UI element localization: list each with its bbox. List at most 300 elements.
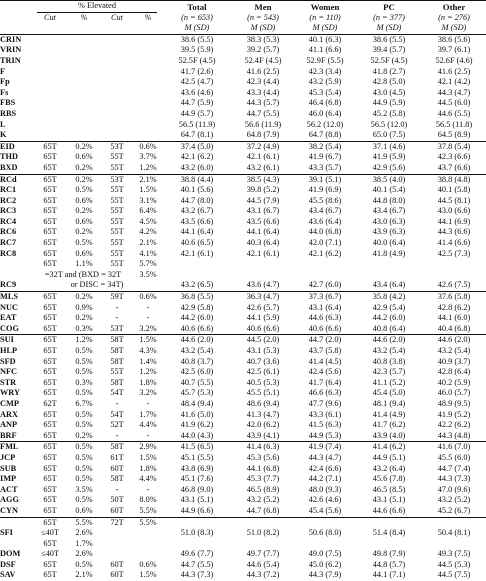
other-cell: 46.0 (5.7) (437, 388, 471, 398)
men-cell: 42.0 (6.2) (246, 420, 280, 430)
cut-2-cell: 55T (110, 162, 124, 172)
total-cell: 42.5 (4.7) (180, 77, 214, 87)
pct-1-cell: 0.6% (75, 505, 93, 515)
cut-1-cell: 65T (43, 409, 57, 419)
scale-label: RBS (0, 108, 17, 118)
cut-1-cell (32, 120, 68, 131)
pc-cell: 38.6 (5.5) (356, 34, 422, 45)
pct-1-cell: 0.2% (68, 141, 100, 152)
cut-1-cell: 65T (43, 227, 57, 237)
pct-1-cell (68, 130, 100, 141)
total-cell: 40.7 (5.5) (180, 377, 214, 387)
pct-2-cell: 4.3% (139, 346, 157, 355)
women-cell: 43.4 (6.7) (308, 206, 342, 216)
table-body (0, 34, 486, 581)
pct-2-cell: 1.8% (139, 463, 157, 473)
total-cell: 41.5 (6.5) (162, 442, 232, 453)
pct-1-cell: 0.5% (75, 346, 93, 355)
pct-2-cell: - (146, 398, 150, 408)
cut-1-cell: 65T (43, 388, 57, 398)
cut-1-cell: 65T (43, 346, 57, 355)
pc-cell: 43.2 (5.4) (372, 346, 406, 355)
pct-1-cell: 0.5% (75, 367, 93, 377)
total-cell: 44.2 (6.0) (180, 313, 214, 323)
pct-1-cell: 2.1% (75, 570, 93, 580)
pc-cell: 41.7 (6.2) (372, 420, 406, 430)
men-cell: 44.5 (2.0) (232, 335, 294, 346)
other-cell: 41.4 (6.6) (437, 238, 471, 248)
men-cell: 44.3 (7.2) (246, 570, 280, 580)
pct-1-cell (68, 109, 100, 120)
women-cell: 40.6 (6.6) (308, 323, 342, 333)
pc-cell: 44.9 (5.1) (372, 452, 406, 462)
table-row (0, 56, 486, 67)
total-cell: 41.9 (6.2) (180, 420, 214, 430)
cut-2-cell: 53T (100, 174, 134, 185)
other-cell: 40.9 (3.7) (437, 356, 471, 366)
other-cell: 43.0 (6.6) (437, 206, 471, 216)
pct-2-cell: 0.6% (139, 559, 157, 569)
pc-cell: 43.1 (5.1) (372, 495, 406, 505)
men-cell: 40.5 (5.3) (246, 377, 280, 387)
table-row (0, 570, 486, 581)
men-cell: 44.1 (5.9) (246, 313, 280, 323)
cut-1-cell: =32T and (BXD = 32T (44, 269, 122, 279)
total-cell: 44.6 (2.0) (162, 335, 232, 346)
cut-1-cell: 65T (32, 174, 68, 185)
table-row (0, 539, 486, 550)
women-cell: 45.3 (5.4) (308, 87, 342, 97)
pc-cell: 42.8 (5.0) (372, 77, 406, 87)
other-n: (n = 276) (438, 12, 470, 22)
pct-1-cell: 0.5% (68, 442, 100, 453)
other-cell: 37.8 (5.4) (422, 141, 486, 152)
table-row (0, 357, 486, 368)
total-cell: 40.1 (5.6) (180, 185, 214, 195)
pct-2-cell: 8.0% (139, 495, 157, 505)
men-cell: 44.7 (5.5) (246, 108, 280, 118)
men-cell: 44.7 (6.8) (246, 505, 280, 515)
men-cell: 40.7 (3.6) (246, 356, 280, 366)
other-cell: 42.2 (6.2) (437, 420, 471, 430)
cut-2-cell: 53T (100, 141, 134, 152)
pct-1-cell (68, 56, 100, 67)
total-cell: 43.5 (6.6) (180, 216, 214, 226)
total-cell: 45.1 (5.5) (180, 452, 214, 462)
total-cell: 44.9 (6.6) (180, 505, 214, 515)
pct-1-cell: 3.5% (75, 484, 93, 494)
total-cell: 46.8 (9.0) (180, 484, 214, 494)
pct-1-cell: 0.2% (75, 313, 93, 323)
scale-label: DSF (0, 559, 16, 569)
pct-2-cell: 1.2% (139, 162, 157, 172)
cut-1-cell: ≤40T (41, 528, 59, 538)
cut-1-cell (32, 56, 68, 67)
cut-2-cell (100, 34, 134, 45)
men-cell: 43.3 (4.4) (246, 87, 280, 97)
pc-cell: 41.1 (5.2) (372, 377, 406, 387)
cut-1-cell: 62T (43, 398, 57, 408)
cut-2-cell (100, 109, 134, 120)
pc-cell: 35.8 (4.2) (356, 292, 422, 303)
men-cell (232, 517, 294, 528)
other-cell: 44.3 (7.3) (437, 474, 471, 484)
women-cell: 44.3 (7.9) (308, 570, 342, 580)
cut-1-cell: or DISC = 34T) (70, 280, 124, 290)
total-msd: M (SD) (162, 23, 232, 34)
other-cell: 40.4 (6.8) (437, 323, 471, 333)
pct-2-cell (134, 34, 162, 45)
other-cell: 42.5 (7.3) (437, 248, 471, 258)
men-cell: 39.8 (5.2) (246, 185, 280, 195)
scale-label: RC4 (0, 216, 17, 226)
cut-1-cell: ≤40T (41, 549, 59, 559)
pct-1-cell (68, 98, 100, 109)
scale-label: MLS (0, 292, 32, 303)
total-cell: 44.9 (5.7) (180, 108, 214, 118)
pct-2-cell: 4.1% (139, 248, 157, 258)
cut-2-cell: 58T (100, 335, 134, 346)
cut-2-cell: 54T (110, 388, 124, 398)
pc-cell: 43.9 (6.3) (372, 227, 406, 237)
cut-2-cell (100, 120, 134, 131)
men-cell: 44.1 (6.4) (246, 227, 280, 237)
other-cell: 47.0 (9.6) (437, 484, 471, 494)
other-cell: 38.8 (4.8) (422, 174, 486, 185)
scale-label: ARX (0, 409, 18, 419)
pct-1-cell: 1.1% (75, 259, 93, 269)
table-row (0, 163, 486, 174)
pct-1-cell: 0.2% (68, 292, 100, 303)
cut-1-cell: 65T (43, 495, 57, 505)
men-cell: 39.2 (5.7) (246, 45, 280, 55)
men-cell (232, 259, 294, 270)
men-cell: 44.1 (6.8) (246, 463, 280, 473)
total-cell: 40.6 (6.6) (180, 323, 214, 333)
table-row (0, 431, 486, 442)
other-cell: 43.2 (5.4) (437, 346, 471, 355)
cut-2-cell: - (115, 302, 119, 312)
cut-2-cell (100, 549, 134, 560)
pct-2-cell: 2.9% (134, 442, 162, 453)
total-cell: 42.5 (6.0) (180, 367, 214, 377)
table-row (0, 238, 486, 249)
pct-1-cell (68, 34, 100, 45)
table-row (0, 474, 486, 485)
table-row (0, 109, 486, 120)
men-cell: 42.6 (5.7) (246, 302, 280, 312)
pct-1-cell (68, 88, 100, 99)
pc-cell: 46.5 (8.5) (372, 484, 406, 494)
table-row (0, 292, 486, 303)
cut-1-cell (32, 109, 68, 120)
other-cell: 44.7 (7.4) (437, 463, 471, 473)
total-cell: 43.2 (6.7) (180, 206, 214, 216)
table-row (0, 98, 486, 109)
men-cell: 49.7 (7.7) (246, 549, 280, 559)
pct-1-cell: 0.2% (75, 206, 93, 216)
men-cell: 43.6 (4.7) (246, 280, 280, 290)
pct-2-cell: 2.1% (139, 238, 157, 248)
other-cell (422, 270, 486, 281)
other-cell: 56.5 (11.8) (435, 119, 473, 129)
scale-label (0, 517, 32, 528)
table-row (0, 506, 486, 517)
table-row (0, 196, 486, 207)
table-row (0, 270, 486, 281)
pct-2-cell: 3.5% (139, 269, 157, 279)
women-cell: 44.7 (2.0) (294, 335, 356, 346)
women-cell (294, 517, 356, 528)
table-row (0, 346, 486, 357)
other-cell (422, 259, 486, 270)
cut-2-cell: - (115, 430, 119, 440)
men-cell: 42.3 (4.4) (246, 77, 280, 87)
men-cell: 48.6 (9.4) (246, 398, 280, 408)
scale-label (0, 270, 32, 281)
cut-1-cell: 65T (43, 463, 57, 473)
other-cell: 37.6 (5.8) (422, 292, 486, 303)
women-cell: 49.0 (7.5) (308, 549, 342, 559)
pc-cell: 41.8 (2.7) (372, 66, 406, 76)
table-row (0, 388, 486, 399)
other-cell: 40.1 (5.8) (437, 185, 471, 195)
cut-1-cell (32, 34, 68, 45)
cut-2-cell: 60T (110, 505, 124, 515)
women-cell: 46.0 (6.4) (308, 108, 342, 118)
cut-2-cell: - (115, 484, 119, 494)
men-cell: 42.1 (6.1) (246, 248, 280, 258)
women-cell: 41.7 (6.4) (308, 377, 342, 387)
other-cell: 44.1 (6.0) (437, 313, 471, 323)
cut-2-cell: 60T (110, 559, 124, 569)
table-row (0, 453, 486, 464)
men-cell: 43.9 (4.1) (246, 430, 280, 440)
other-cell: 41.6 (2.5) (437, 66, 471, 76)
pct-2-cell (134, 120, 162, 131)
cut-1-cell (32, 45, 68, 56)
pct-1-cell: 0.2% (75, 227, 93, 237)
cut-2-cell (100, 88, 134, 99)
total-cell: 52.5F (4.5) (178, 55, 216, 65)
women-cell: 56.2 (12.0) (306, 119, 344, 129)
pc-cell: 38.5 (4.0) (356, 174, 422, 185)
pct-1-cell: 1.7% (75, 538, 93, 548)
women-cell: 43.2 (5.9) (308, 77, 342, 87)
pct-2-cell: 1.8% (139, 377, 157, 387)
women-cell: 50.6 (8.0) (308, 528, 342, 538)
men-cell: 36.3 (4.7) (232, 292, 294, 303)
scale-label: HLP (0, 346, 18, 355)
scale-label: SFD (0, 356, 16, 366)
other-cell: 44.6 (5.5) (437, 108, 471, 118)
cut-2-cell: 55T (110, 185, 124, 195)
pct-1-cell (68, 67, 100, 78)
pc-cell: 43.4 (6.7) (372, 206, 406, 216)
women-cell: 52.9F (5.5) (306, 55, 344, 65)
cut-2-cell: 55T (110, 195, 124, 205)
pct-2-cell: 1.5% (134, 335, 162, 346)
total-cell: 43.2 (5.4) (180, 346, 214, 355)
pct-2-cell: 1.5% (139, 452, 157, 462)
scale-label: NFC (0, 367, 18, 377)
pc-cell (356, 270, 422, 281)
men-cell: 43.2 (5.2) (246, 495, 280, 505)
total-cell: 45.7 (5.3) (180, 388, 214, 398)
women-cell: 46.4 (6.8) (308, 98, 342, 108)
pc-cell: 43.9 (4.0) (372, 430, 406, 440)
women-cell: 37.3 (6.7) (294, 292, 356, 303)
women-cell: 45.0 (6.2) (308, 559, 342, 569)
pct-2-cell (134, 77, 162, 88)
pct-1-cell (68, 77, 100, 88)
pct-2-cell: - (146, 484, 150, 494)
pct-2-cell: 4.5% (139, 216, 157, 226)
pct-1-cell: 0.5% (75, 474, 93, 484)
men-cell: 38.5 (4.3) (232, 174, 294, 185)
cut-1-cell: 65T (32, 442, 68, 453)
cut-2-cell: 55T (110, 238, 124, 248)
pct-1-cell (68, 120, 100, 131)
pc-cell: 44.9 (5.9) (372, 98, 406, 108)
women-cell: 41.4 (4.5) (308, 356, 342, 366)
table-row (0, 141, 486, 152)
scale-label: Fp (0, 77, 10, 87)
scale-label: FML (0, 442, 32, 453)
pct-2-cell (134, 98, 162, 109)
men-cell: 37.2 (4.9) (232, 141, 294, 152)
men-n: (n = 543) (247, 12, 279, 22)
women-cell: 43.1 (6.4) (308, 302, 342, 312)
other-cell: 44.5 (7.5) (437, 570, 471, 580)
women-cell: 41.9 (6.9) (308, 185, 342, 195)
scale-label: EAT (0, 313, 17, 323)
table-row (0, 120, 486, 131)
scale-label: VRIN (0, 45, 22, 55)
women-cell (294, 270, 356, 281)
total-cell: 40.6 (6.5) (180, 238, 214, 248)
pct-2-cell: 3.7% (139, 152, 157, 162)
other-cell: 44.6 (2.0) (422, 335, 486, 346)
pct-1-cell: 0.2% (68, 174, 100, 185)
cut-2-cell: 50T (110, 495, 124, 505)
table-row (0, 560, 486, 571)
pct-1-cell: 0.6% (75, 152, 93, 162)
cut-2-cell: 55T (110, 216, 124, 226)
pct-2-cell (134, 56, 162, 67)
cut-2-cell (100, 130, 134, 141)
cut-2-cell: 55T (110, 259, 124, 269)
pct-1-cell: 0.5% (75, 185, 93, 195)
cut-2-cell: - (115, 313, 119, 323)
pct-1-cell: 0.3% (75, 377, 93, 387)
table-row (0, 130, 486, 141)
total-cell: 42.1 (6.2) (180, 152, 214, 162)
pct-1-cell: 0.5% (75, 452, 93, 462)
pct-2-cell (134, 528, 162, 539)
cut-2-cell: 60T (110, 463, 124, 473)
scale-label: JCP (0, 452, 16, 462)
men-cell: 40.6 (6.6) (246, 323, 280, 333)
scale-label: SUB (0, 463, 17, 473)
women-cell: 43.3 (6.1) (308, 409, 342, 419)
men-cell: 52.4F (4.5) (244, 55, 282, 65)
pct-1-cell: 0.2% (75, 430, 93, 440)
scale-label: SFI (0, 528, 13, 538)
total-cell: 45.1 (7.6) (180, 474, 214, 484)
other-cell: 39.7 (6.1) (437, 45, 471, 55)
cut-1-cell (32, 98, 68, 109)
cut-1-cell: 65T (43, 216, 57, 226)
women-cell: 45.5 (8.6) (308, 195, 342, 205)
pct-1-cell: 5.5% (68, 517, 100, 528)
cut-2-cell: 55T (110, 152, 124, 162)
women-cell: 42.0 (7.1) (308, 238, 342, 248)
table-header (0, 1, 486, 35)
cut-2-cell: 58T (110, 474, 124, 484)
cut-header-2: Cut (111, 12, 123, 22)
pct-2-cell: - (146, 313, 150, 323)
total-cell (162, 270, 232, 281)
cut-2-cell: 58T (110, 377, 124, 387)
pct-2-cell: 2.1% (134, 174, 162, 185)
table-row (0, 313, 486, 324)
pct-1-cell: 0.6% (75, 195, 93, 205)
scale-label: K (0, 130, 7, 140)
total-cell: 44.0 (4.3) (180, 430, 214, 440)
pct-2-cell: 5.5% (134, 517, 162, 528)
table-row (0, 227, 486, 238)
table-row (0, 485, 486, 496)
pct-elevated-header: % Elevated (32, 1, 162, 13)
table-row (0, 517, 486, 528)
total-cell: 43.2 (6.0) (180, 162, 214, 172)
cut-2-cell: 55T (110, 206, 124, 216)
other-cell: 64.5 (8.9) (437, 130, 471, 140)
scale-label: CYN (0, 505, 18, 515)
total-cell: 43.2 (6.5) (180, 280, 214, 290)
total-cell: 42.1 (6.1) (180, 248, 214, 258)
women-cell: 44.6 (6.3) (308, 313, 342, 323)
pct-1-cell: 0.2% (75, 162, 93, 172)
women-msd: M (SD) (294, 23, 356, 34)
men-cell (232, 539, 294, 550)
scale-label: CRIN (0, 34, 32, 45)
women-cell: 45.4 (5.6) (308, 505, 342, 515)
total-cell: 44.7 (5.9) (180, 98, 214, 108)
pct-2-cell: 4.2% (139, 227, 157, 237)
other-cell: 42.8 (6.2) (437, 302, 471, 312)
men-cell: 42.1 (6.1) (246, 152, 280, 162)
pc-cell: 49.8 (7.9) (372, 549, 406, 559)
men-cell: 45.3 (5.6) (246, 452, 280, 462)
pct-2-cell: 0.6% (134, 292, 162, 303)
cut-1-cell: 65T (43, 248, 57, 258)
pc-msd: M (SD) (356, 23, 422, 34)
cut-2-cell: 61T (110, 452, 124, 462)
cut-2-cell: 52T (110, 420, 124, 430)
table-row (0, 464, 486, 475)
scale-label: RCd (0, 174, 32, 185)
other-cell: 40.2 (5.9) (437, 377, 471, 387)
pc-cell: 43.4 (6.4) (372, 280, 406, 290)
other-cell: 52.6F (4.6) (435, 55, 473, 65)
men-cell: 44.5 (7.9) (246, 195, 280, 205)
pct-2-cell (134, 130, 162, 141)
cut-2-cell: 59T (100, 292, 134, 303)
pc-cell: 41.9 (5.9) (372, 152, 406, 162)
pct-1-cell: 0.5% (75, 388, 93, 398)
